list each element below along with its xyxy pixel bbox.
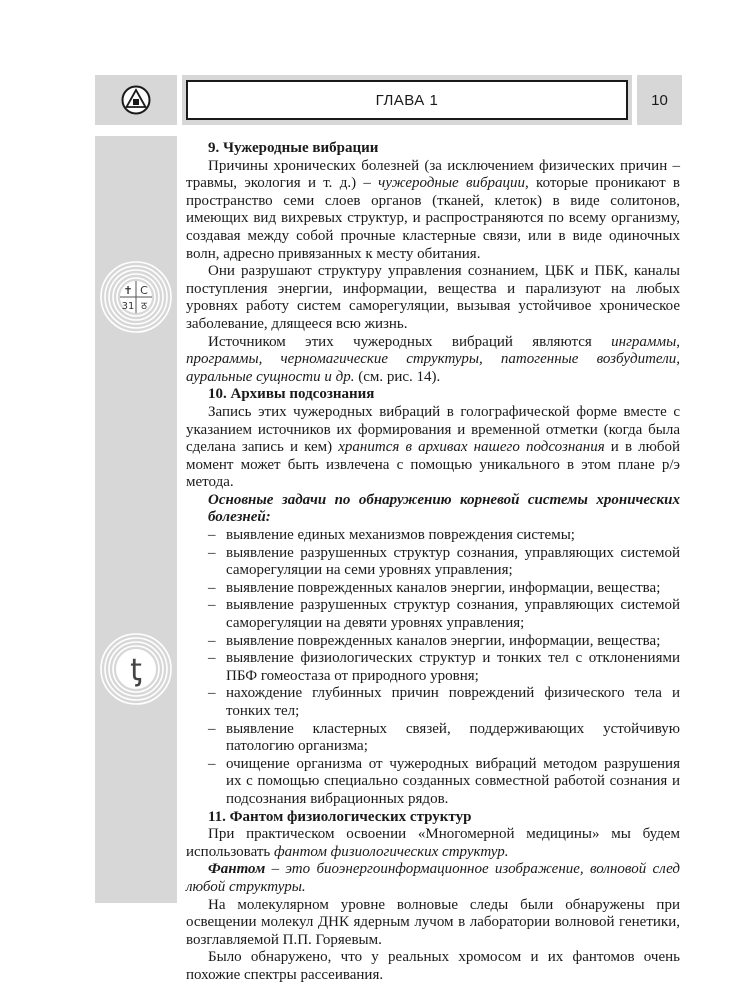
section-11-paragraph-2: На молекулярном уровне волновые следы были обнаружены при освещении молекул ДНК ядерным лучом в лаборатории волновой генетики, возглавляемой П.П. Горяевым. [186, 896, 680, 948]
saturn-glyph: ƫ [130, 653, 142, 688]
page-number: 10 [637, 75, 682, 125]
concentric-circle-symbol-upper-icon [99, 260, 173, 334]
list-item: – выявление физиологических структур и тонких тел с отклонениями ПБФ гомеостаза от природного уровня; [186, 650, 680, 685]
devanagari-glyph: ठ [141, 301, 147, 312]
list-item: – выявление разрушенных структур сознания, управляющих системой саморегуляции на семи уровнях управления; [186, 545, 680, 580]
section-11-title: 11. Фантом физиологических структур [208, 808, 472, 825]
list-item: – выявление кластерных связей, поддерживающих устойчивую патологию организма; [186, 721, 680, 756]
section-11-paragraph-1: При практическом освоении «Многомерной медицины» мы будем использовать фантом физиологических структур. [186, 826, 680, 860]
page-body [186, 140, 680, 985]
chapter-header [182, 75, 632, 125]
list-item: – нахождение глубинных причин повреждений физического тела и тонких тел; [186, 685, 680, 720]
triangle-emblem-icon [121, 85, 151, 115]
concentric-circle-symbol-lower-icon [99, 628, 173, 710]
header-emblem-box [95, 75, 177, 125]
list-item: – выявление единых механизмов повреждения системы; [186, 527, 680, 545]
section-9-paragraph-3: Источником этих чужеродных вибраций являются инграммы, программы, черномагические структуры, патогенные возбудители, ауральные сущности и др. (см. рис. 14). [186, 333, 680, 385]
list-item: – выявление поврежденных каналов энергии, информации, вещества; [186, 633, 680, 651]
tasks-heading: Основные задачи по обнаружению корневой системы хронических болезней: [208, 491, 680, 526]
section-10-paragraph-1: Запись этих чужеродных вибраций в голографической форме вместе с указанием источников их формирования и временной отметки (когда была сделана запись и кем) хранится в архивах нашего подсознания и в любой момент может быть извлечена с помощью уникального в этом плане р/э метода. [186, 403, 680, 491]
section-11-paragraph-3: Было обнаружено, что у реальных хромосом и их фантомов очень похожие спектры рассеивания. [186, 949, 680, 983]
list-item: – выявление разрушенных структур сознания, управляющих системой саморегуляции на девяти уровнях управления; [186, 597, 680, 632]
phantom-definition: Фантом – это биоэнергоинформационное изображение, волновой след любой структуры. [186, 861, 680, 895]
cross-glyph: ✝ [123, 284, 133, 297]
section-9-paragraph-1: Причины хронических болезней (за исключением физических причин – травмы, экология и т. д.) – чужеродные вибрации, которые проникают в пространство семи слоев органов (тканей, клеток) в виде солитонов, имеющих вид вихревых структур, и распространяются по всему организму, создавая между собой прочные кластерные связи, или в виде одиночных волн, адресно привязанных к месту обитания. [186, 157, 680, 262]
section-10-title: 10. Архивы подсознания [208, 386, 375, 403]
c-letter-glyph: C [140, 284, 148, 297]
list-item: – выявление поврежденных каналов энергии, информации, вещества; [186, 580, 680, 598]
tasks-list [186, 527, 680, 809]
number-glyph: 31 [121, 301, 135, 312]
section-9-title: 9. Чужеродные вибрации [208, 140, 379, 156]
section-9-paragraph-2: Они разрушают структуру управления сознанием, ЦБК и ПБК, каналы поступления энергии, информации, вещества и парализуют на любых уровнях работу систем саморегуляции, вызывая устойчивое хроническое заболевание, длящееся всю жизнь. [186, 263, 680, 332]
chapter-title: ГЛАВА 1 [186, 80, 628, 120]
list-item: – очищение организма от чужеродных вибраций методом разрушения их с помощью специально созданных совместной работой сознания и подсознания вибрационных рядов. [186, 756, 680, 809]
side-margin-band [95, 136, 177, 903]
